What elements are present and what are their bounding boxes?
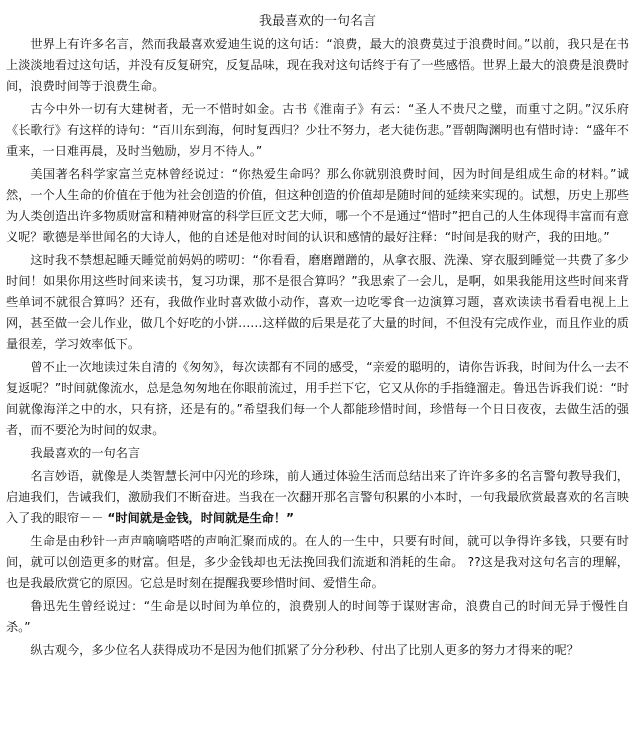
- paragraph-5: 曾不止一次地读过朱自清的《匆匆》，每次读都有不同的感受，“亲爱的聪明的，请你告诉我，时间为什么一去不复返呢？”时间就像流水，总是急匆匆地在你眼前流过，用手拦下它，它又从你的手指缝溜走。鲁迅告诉我们说：“时间就像海洋之中的水，只有挤，还是有的。”希望我们每一个人都能珍惜时间，珍惜每一个日日夜夜，去做生活的强者，而不要沦为时间的奴隶。: [6, 360, 629, 437]
- paragraph-1: 世界上有许多名言，然而我最喜欢爱迪生说的这句话：“浪费，最大的浪费莫过于浪费时间。”以前，我只是在书上淡淡地看过这句话，并没有反复研究，反复品味，现在我对这句话终于有了一些感悟。世界上最大的浪费是浪费时间，浪费时间等于浪费生命。: [6, 37, 629, 93]
- paragraph-2: 古今中外一切有大建树者，无一不惜时如金。古书《淮南子》有云：“圣人不贵尺之璧，而重寸之阴。”汉乐府《长歌行》有这样的诗句：“百川东到海，何时复西归？少壮不努力，老大徒伤悲。”晋朝陶渊明也有惜时诗：“盛年不重来，一日难再晨，及时当勉励，岁月不待人。”: [6, 102, 629, 158]
- paragraph-3: 美国著名科学家富兰克林曾经说过：“你热爱生命吗？那么你就别浪费时间，因为时间是组成生命的材料。”诚然，一个人生命的价值在于他为社会创造的价值，但这种创造的价值却是随时间的延续来实现的。试想，历史上那些为人类创造出许多物质财富和精神财富的科学巨匠文艺大师，哪一个不是通过“惜时”把自己的人生体现得丰富而有意义呢？歌德是举世闻名的大诗人，他的自述是他对时间的认识和感情的最好注释：“时间是我的财产，我的田地。”: [6, 167, 629, 244]
- section2-intro-text: 名言妙语，就像是人类智慧长河中闪光的珍珠，前人通过体验生活而总结出来了许许多多的名言警句教导我们，启迪我们，告诫我们，激励我们不断奋进。当我在一次翻开那名言警句积累的小本时，一句我最欣赏最喜欢的名言映入了我的眼帘－－: [6, 469, 629, 525]
- document-title: 我最喜欢的一句名言: [258, 14, 376, 29]
- section2-intro: [6, 466, 629, 529]
- section2-title: 我最喜欢的一句名言: [30, 446, 141, 460]
- paragraph-4: 这时我不禁想起睡天睡觉前妈妈的唠叨：“你看看，磨磨蹭蹭的，从拿衣服、洗澡、穿衣服到睡觉一共费了多少时间！如果你用这些时间来读书，复习功课，那不是很合算吗？”我思索了一会儿，是啊，如果我能用这些时间来背些单词不就很合算吗？还有，我做作业时喜欢做小动作，喜欢一边吃零食一边演算习题，喜欢读读书看看电视上上网，甚至做一会儿作业，做几个好吃的小饼……这样做的后果是花了大量的时间，不但没有完成作业，而且作业的质量很差，学习效率低下。: [6, 253, 629, 351]
- section2-paragraph-1: 生命是由秒针一声声嘀嘀嗒嗒的声响汇聚而成的。在人的一生中，只要有时间，就可以争得许多钱，只要有时间，就可以创造更多的财富。但是，多少金钱却也无法挽回我们流逝和消耗的生命。 ??这是我对这句名言的理解，也是我最欣赏它的原因。它总是时刻在提醒我要珍惜时间、爱惜生命。: [6, 534, 629, 590]
- section2-paragraph-2: 鲁迅先生曾经说过：“生命是以时间为单位的，浪费别人的时间等于谋财害命，浪费自己的时间无异于慢性自杀。”: [6, 599, 629, 634]
- featured-quote: “时间就是金钱，时间就是生命！”: [107, 511, 295, 525]
- section2-paragraph-3: 纵古观今，多少位名人获得成功不是因为他们抓紧了分分秒秒、付出了比别人更多的努力才得来的呢？: [30, 643, 579, 657]
